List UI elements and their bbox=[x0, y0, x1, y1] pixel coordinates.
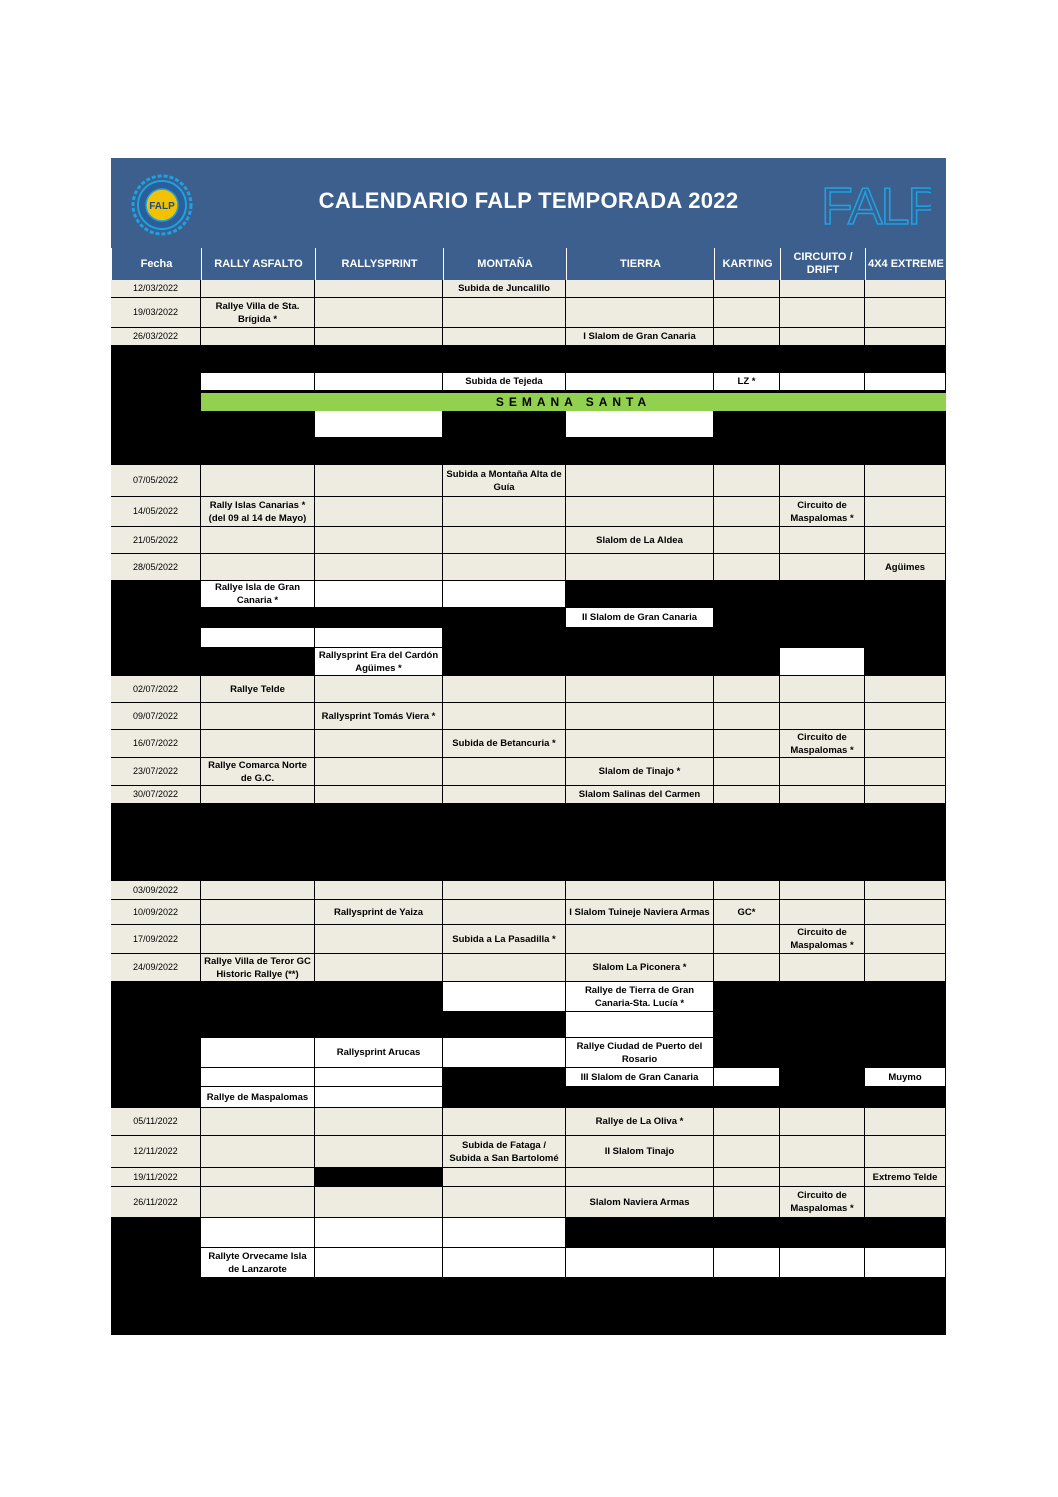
event-cell bbox=[566, 703, 714, 730]
empty-cell bbox=[443, 1218, 566, 1248]
event-cell: Rallye Telde bbox=[201, 676, 315, 703]
event-cell bbox=[714, 954, 780, 982]
event-cell bbox=[443, 982, 566, 1012]
event-cell bbox=[865, 881, 946, 900]
event-cell: Subida de Betancuria * bbox=[443, 730, 566, 758]
event-cell bbox=[566, 1248, 714, 1278]
event-cell bbox=[443, 703, 566, 730]
event-cell bbox=[865, 1187, 946, 1218]
date-cell: 10/09/2022 bbox=[111, 900, 201, 925]
date-cell: 16/07/2022 bbox=[111, 730, 201, 758]
event-cell bbox=[780, 1108, 865, 1136]
logo-right-text: FALP bbox=[821, 178, 931, 230]
event-cell: Rallye Villa de Sta. Brígida * bbox=[201, 298, 315, 328]
event-cell bbox=[714, 881, 780, 900]
event-cell bbox=[201, 1136, 315, 1168]
event-cell bbox=[865, 954, 946, 982]
event-cell: I Slalom de Gran Canaria bbox=[566, 328, 714, 346]
event-cell: Rallye Comarca Norte de G.C. bbox=[201, 758, 315, 786]
event-cell bbox=[780, 676, 865, 703]
event-cell: Slalom Naviera Armas bbox=[566, 1187, 714, 1218]
date-cell: 26/03/2022 bbox=[111, 328, 201, 346]
event-cell bbox=[201, 730, 315, 758]
event-cell bbox=[566, 925, 714, 954]
event-cell bbox=[780, 554, 865, 581]
event-cell bbox=[315, 465, 443, 497]
date-cell: 07/05/2022 bbox=[111, 465, 201, 497]
event-cell bbox=[443, 786, 566, 804]
event-cell bbox=[780, 900, 865, 925]
event-cell: Rallysprint de Yaiza bbox=[315, 900, 443, 925]
empty-cell bbox=[315, 628, 443, 648]
event-cell bbox=[201, 1168, 315, 1187]
event-cell bbox=[201, 703, 315, 730]
date-cell: 02/07/2022 bbox=[111, 676, 201, 703]
event-cell: Subida de Fataga / Subida a San Bartolomé bbox=[443, 1136, 566, 1168]
empty-cell bbox=[315, 411, 443, 438]
event-cell bbox=[780, 703, 865, 730]
event-cell bbox=[201, 1108, 315, 1136]
event-cell bbox=[566, 730, 714, 758]
event-cell bbox=[315, 1187, 443, 1218]
event-cell bbox=[780, 648, 865, 676]
event-cell bbox=[714, 1068, 780, 1087]
calendar-sheet bbox=[111, 158, 946, 1335]
event-cell bbox=[566, 465, 714, 497]
event-cell: Subida de Juncalillo bbox=[443, 280, 566, 298]
event-cell bbox=[566, 497, 714, 527]
event-cell bbox=[443, 527, 566, 554]
event-cell bbox=[201, 280, 315, 298]
event-cell bbox=[865, 373, 946, 391]
event-cell bbox=[443, 954, 566, 982]
event-cell bbox=[315, 676, 443, 703]
event-cell bbox=[865, 925, 946, 954]
event-cell bbox=[780, 954, 865, 982]
date-cell: 21/05/2022 bbox=[111, 527, 201, 554]
event-cell bbox=[566, 676, 714, 703]
event-cell bbox=[714, 1168, 780, 1187]
event-cell bbox=[780, 881, 865, 900]
event-cell: Circuito de Maspalomas * bbox=[780, 925, 865, 954]
event-cell bbox=[315, 527, 443, 554]
event-cell: Rallysprint Arucas bbox=[315, 1038, 443, 1068]
event-cell bbox=[714, 465, 780, 497]
event-cell: Extremo Telde bbox=[865, 1168, 946, 1187]
event-cell: III Slalom de Gran Canaria bbox=[566, 1068, 714, 1087]
event-cell: Subida a La Pasadilla * bbox=[443, 925, 566, 954]
event-cell bbox=[443, 758, 566, 786]
column-header: RALLYSPRINT bbox=[315, 248, 443, 280]
event-cell bbox=[780, 328, 865, 346]
event-cell bbox=[865, 1136, 946, 1168]
event-cell: Slalom de La Aldea bbox=[566, 527, 714, 554]
event-cell: Slalom La Piconera * bbox=[566, 954, 714, 982]
event-cell: Rallye de La Oliva * bbox=[566, 1108, 714, 1136]
event-cell bbox=[780, 373, 865, 391]
event-cell bbox=[714, 1248, 780, 1278]
event-cell bbox=[714, 676, 780, 703]
event-cell bbox=[780, 1136, 865, 1168]
date-cell: 12/11/2022 bbox=[111, 1136, 201, 1168]
column-header: 4X4 EXTREME bbox=[865, 248, 946, 280]
date-cell: 17/09/2022 bbox=[111, 925, 201, 954]
date-cell: 03/09/2022 bbox=[111, 881, 201, 900]
event-cell: GC* bbox=[738, 656, 756, 668]
event-cell bbox=[315, 1248, 443, 1278]
date-cell: 23/07/2022 bbox=[111, 758, 201, 786]
event-cell bbox=[315, 881, 443, 900]
event-cell bbox=[865, 280, 946, 298]
date-cell: 09/07/2022 bbox=[111, 703, 201, 730]
empty-cell bbox=[201, 1218, 315, 1248]
event-cell bbox=[315, 280, 443, 298]
event-cell bbox=[443, 1248, 566, 1278]
event-cell bbox=[865, 703, 946, 730]
event-cell bbox=[201, 465, 315, 497]
event-cell bbox=[201, 786, 315, 804]
event-cell bbox=[443, 1168, 566, 1187]
event-cell bbox=[315, 786, 443, 804]
event-cell bbox=[865, 730, 946, 758]
date-cell: 14/05/2022 bbox=[111, 497, 201, 527]
event-cell: GC* bbox=[714, 900, 780, 925]
event-cell bbox=[566, 280, 714, 298]
event-cell bbox=[201, 925, 315, 954]
event-cell bbox=[865, 786, 946, 804]
event-cell: Rallye de Maspalomas bbox=[201, 1087, 315, 1108]
event-cell bbox=[780, 1168, 865, 1187]
event-cell: Rallysprint Tomás Viera * bbox=[315, 703, 443, 730]
event-cell bbox=[201, 527, 315, 554]
empty-cell bbox=[315, 1218, 443, 1248]
event-cell bbox=[315, 1136, 443, 1168]
date-cell: 12/03/2022 bbox=[111, 280, 201, 298]
event-cell bbox=[315, 925, 443, 954]
event-cell: Agüimes bbox=[865, 554, 946, 581]
column-header: Fecha bbox=[111, 248, 201, 280]
event-cell bbox=[714, 497, 780, 527]
event-cell bbox=[201, 328, 315, 346]
event-cell: Slalom Salinas del Carmen bbox=[566, 786, 714, 804]
column-header: CIRCUITO / DRIFT bbox=[780, 248, 865, 280]
event-cell bbox=[201, 373, 315, 391]
semana-santa-banner: SEMANA SANTA bbox=[201, 393, 946, 411]
calendar-table bbox=[111, 158, 946, 1335]
event-cell bbox=[780, 758, 865, 786]
event-cell bbox=[714, 925, 780, 954]
event-cell bbox=[315, 1068, 443, 1087]
column-header: MONTAÑA bbox=[443, 248, 566, 280]
event-cell: Subida de Tejeda bbox=[443, 373, 566, 391]
event-cell bbox=[315, 554, 443, 581]
event-cell bbox=[443, 900, 566, 925]
event-cell bbox=[714, 298, 780, 328]
date-cell: 05/11/2022 bbox=[111, 1108, 201, 1136]
event-cell bbox=[201, 1187, 315, 1218]
event-cell: Rallye Isla de Gran Canaria * bbox=[201, 581, 315, 608]
event-cell bbox=[865, 527, 946, 554]
event-cell bbox=[714, 527, 780, 554]
column-header: TIERRA bbox=[566, 248, 714, 280]
event-cell bbox=[443, 328, 566, 346]
event-cell bbox=[315, 298, 443, 328]
event-cell bbox=[566, 881, 714, 900]
event-cell: Subida a Montaña Alta de Guía bbox=[443, 465, 566, 497]
event-cell: Rally Islas Canarias * (del 09 al 14 de Mayo) bbox=[201, 497, 315, 527]
event-cell bbox=[315, 328, 443, 346]
event-cell bbox=[865, 900, 946, 925]
event-cell bbox=[566, 1168, 714, 1187]
event-cell: Rallye de Tierra de Gran Canaria-Sta. Lucía * bbox=[566, 982, 714, 1012]
event-cell bbox=[780, 465, 865, 497]
date-cell: 26/11/2022 bbox=[111, 1187, 201, 1218]
event-cell: Rallye Ciudad de Puerto del Rosario bbox=[566, 1038, 714, 1068]
event-cell bbox=[714, 786, 780, 804]
event-cell bbox=[714, 1108, 780, 1136]
event-cell bbox=[443, 497, 566, 527]
event-cell bbox=[315, 1087, 443, 1108]
event-cell bbox=[865, 1108, 946, 1136]
event-cell bbox=[714, 1187, 780, 1218]
event-cell bbox=[865, 676, 946, 703]
event-cell bbox=[865, 758, 946, 786]
event-cell bbox=[780, 1248, 865, 1278]
event-cell bbox=[714, 1136, 780, 1168]
date-cell: 28/05/2022 bbox=[111, 554, 201, 581]
event-cell bbox=[865, 465, 946, 497]
date-cell: 30/07/2022 bbox=[111, 786, 201, 804]
event-cell: LZ * bbox=[714, 373, 780, 391]
empty-cell bbox=[566, 1012, 714, 1038]
event-cell bbox=[315, 730, 443, 758]
event-cell bbox=[780, 280, 865, 298]
event-cell bbox=[201, 1068, 315, 1087]
event-cell: Circuito de Maspalomas * bbox=[780, 1187, 865, 1218]
event-cell bbox=[201, 554, 315, 581]
event-cell bbox=[443, 1108, 566, 1136]
event-cell bbox=[714, 703, 780, 730]
event-cell: Rallyte Orvecame Isla de Lanzarote bbox=[201, 1248, 315, 1278]
event-cell bbox=[714, 758, 780, 786]
event-cell bbox=[714, 730, 780, 758]
event-cell: Muymo bbox=[865, 1068, 946, 1087]
event-cell: II Slalom Tinajo bbox=[566, 1136, 714, 1168]
event-cell bbox=[443, 1187, 566, 1218]
empty-cell bbox=[566, 411, 714, 438]
event-cell bbox=[714, 328, 780, 346]
event-cell: Rallye Villa de Teror GC Historic Rallye (**) bbox=[201, 954, 315, 982]
event-cell bbox=[865, 298, 946, 328]
event-cell bbox=[315, 758, 443, 786]
event-cell bbox=[315, 954, 443, 982]
event-cell bbox=[201, 900, 315, 925]
column-header: KARTING bbox=[714, 248, 780, 280]
event-cell bbox=[566, 554, 714, 581]
event-cell bbox=[201, 1038, 315, 1068]
event-cell bbox=[566, 298, 714, 328]
event-cell bbox=[780, 527, 865, 554]
event-cell bbox=[865, 1248, 946, 1278]
event-cell: Circuito de Maspalomas * bbox=[780, 730, 865, 758]
date-cell: 24/09/2022 bbox=[111, 954, 201, 982]
event-cell bbox=[315, 581, 443, 608]
event-cell bbox=[443, 554, 566, 581]
event-cell: II Slalom de Gran Canaria bbox=[566, 608, 714, 628]
event-cell bbox=[443, 676, 566, 703]
event-cell bbox=[443, 581, 566, 608]
event-cell bbox=[201, 881, 315, 900]
page-title: CALENDARIO FALP TEMPORADA 2022 bbox=[318, 188, 739, 213]
event-cell bbox=[780, 298, 865, 328]
event-cell bbox=[566, 373, 714, 391]
event-cell bbox=[443, 298, 566, 328]
event-cell bbox=[780, 786, 865, 804]
event-cell bbox=[714, 280, 780, 298]
event-cell bbox=[315, 497, 443, 527]
event-cell bbox=[865, 497, 946, 527]
empty-cell bbox=[201, 628, 315, 648]
event-cell bbox=[315, 1108, 443, 1136]
column-header: RALLY ASFALTO bbox=[201, 248, 315, 280]
date-cell: 19/11/2022 bbox=[111, 1168, 201, 1187]
event-cell: Circuito de Maspalomas * bbox=[780, 497, 865, 527]
logo-left-text: FALP bbox=[149, 201, 175, 212]
event-cell bbox=[714, 554, 780, 581]
event-cell bbox=[315, 373, 443, 391]
event-cell bbox=[865, 328, 946, 346]
event-cell: Rallysprint Era del Cardón Agüimes * bbox=[315, 648, 443, 676]
date-cell: 19/03/2022 bbox=[111, 298, 201, 328]
event-cell bbox=[443, 1038, 566, 1068]
event-cell bbox=[443, 881, 566, 900]
event-cell: I Slalom Tuineje Naviera Armas bbox=[566, 900, 714, 925]
event-cell: Slalom de Tinajo * bbox=[566, 758, 714, 786]
